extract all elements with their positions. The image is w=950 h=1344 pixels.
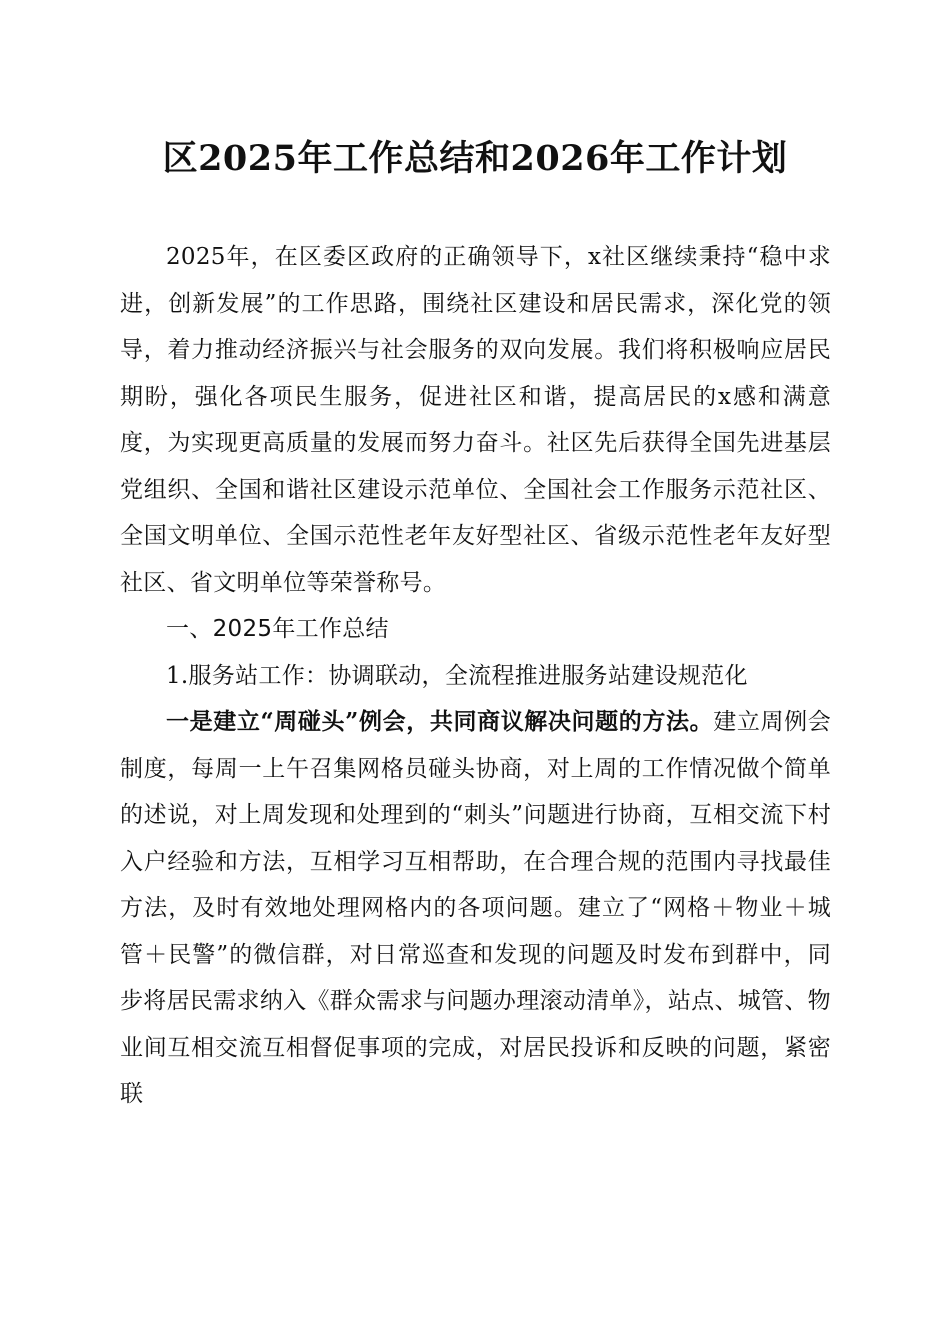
paragraph-lead-sentence: 一是建立“周碰头”例会，共同商议解决问题的方法。	[166, 708, 714, 735]
subsection-heading-service-station: 1.服务站工作：协调联动，全流程推进服务站建设规范化	[166, 662, 748, 689]
document-title: 区2025年工作总结和2026年工作计划	[162, 138, 788, 179]
section-heading-work-summary: 一、2025年工作总结	[166, 616, 389, 642]
document-body	[120, 234, 831, 1118]
intro-paragraph: 2025年，在区委区政府的正确领导下，x社区继续秉持“稳中求进，创新发展”的工作思路，围绕社区建设和居民需求，深化党的领导，着力推动经济振兴与社会服务的双向发展。我们将积极响应居民期盼，强化各项民生服务，促进社区和谐，提高居民的x感和满意度，为实现更高质量的发展而努力奋斗。社区先后获得全国先进基层党组织、全国和谐社区建设示范单位、全国社会工作服务示范社区、全国文明单位、全国示范性老年友好型社区、省级示范性老年友好型社区、省文明单位等荣誉称号。	[120, 244, 831, 596]
service-station-paragraph	[120, 699, 831, 1118]
paragraph-body-text: 建立周例会制度，每周一上午召集网格员碰头协商，对上周的工作情况做个简单的述说，对上周发现和处理到的“刺头”问题进行协商，互相交流下村入户经验和方法，互相学习互相帮助，在合理合规的范围内寻找最佳方法，及时有效地处理网格内的各项问题。建立了“网格＋物业＋城管＋民警”的微信群，对日常巡查和发现的问题及时发布到群中，同步将居民需求纳入《群众需求与问题办理滚动清单》，站点、城管、物业间互相交流互相督促事项的完成，对居民投诉和反映的问题，紧密联	[120, 709, 831, 1107]
